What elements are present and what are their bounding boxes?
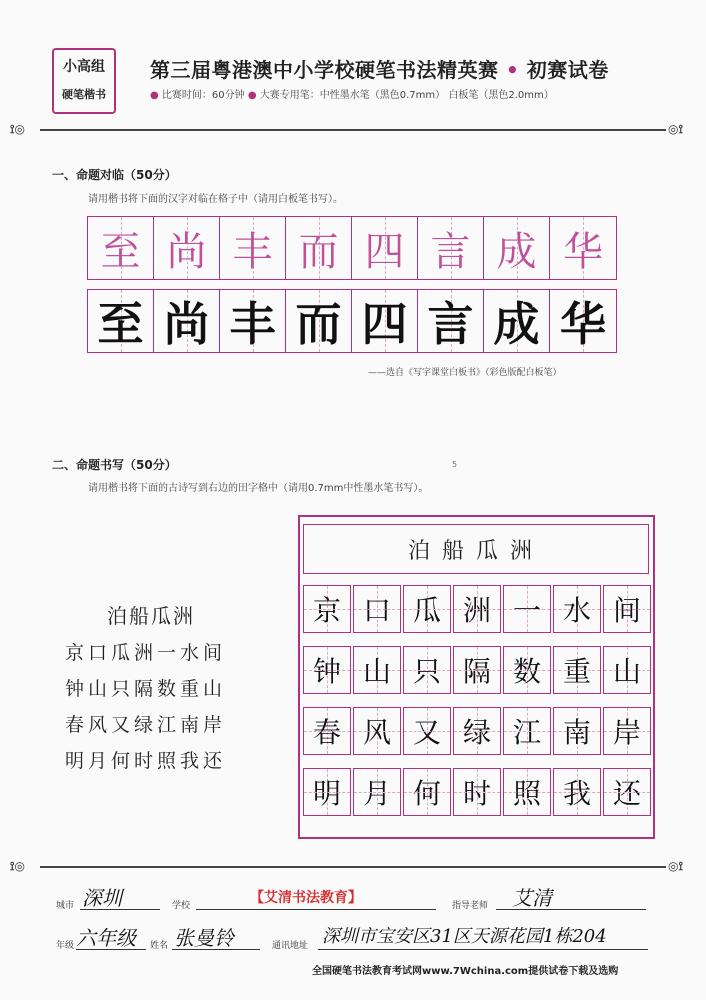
page-title [150, 54, 609, 83]
grid-cell: 水 [553, 585, 601, 633]
model-char-cell: 丰 [220, 217, 286, 279]
model-char-cell: 至 [88, 217, 154, 279]
grid-cell: 间 [603, 585, 651, 633]
model-char-cell: 而 [286, 217, 352, 279]
poem-line: 京口瓜洲一水间 [65, 642, 227, 664]
model-char-cell: 四 [352, 217, 418, 279]
ornament-right-icon: ◎⟟ [668, 122, 683, 136]
name-label: 姓名 [150, 941, 169, 951]
category-label: 硬笔楷书 [62, 88, 106, 101]
written-char-cell: 华 [550, 290, 616, 352]
grade-underline [76, 949, 146, 950]
city-label: 城市 [56, 901, 75, 911]
name-value: 张曼铃 [174, 926, 234, 950]
grid-cell: 口 [353, 585, 401, 633]
grid-cell: 瓜 [403, 585, 451, 633]
name-underline [172, 949, 260, 950]
section1-title: 一、命题对临（50分） [52, 168, 177, 182]
teacher-label: 指导老师 [452, 901, 489, 911]
grid-cell: 照 [503, 768, 551, 816]
bottom-note: 全国硬笔书法教育考试网www.7Wchina.com提供试卷下载及选购 [312, 966, 619, 977]
written-char-row [87, 289, 617, 353]
title-bullet: • [505, 58, 520, 82]
ornament-left-icon: ⟟◎ [10, 122, 25, 136]
grid-cell: 明 [303, 768, 351, 816]
poem-line: 钟山只隔数重山 [65, 678, 227, 700]
written-char-cell: 而 [286, 290, 352, 352]
grid-cell: 何 [403, 768, 451, 816]
grid-row [303, 646, 653, 694]
written-char-cell: 至 [88, 290, 154, 352]
grid-cell: 我 [553, 768, 601, 816]
footer-ornament-left-icon: ⟟◎ [10, 859, 25, 873]
model-char-cell: 言 [418, 217, 484, 279]
grade-label: 年级 [56, 941, 75, 951]
grid-cell: 春 [303, 707, 351, 755]
grid-cell: 重 [553, 646, 601, 694]
grid-cell: 隔 [453, 646, 501, 694]
written-char-cell: 成 [484, 290, 550, 352]
header-divider [40, 129, 666, 131]
grid-cell: 京 [303, 585, 351, 633]
grid-cell: 一 [503, 585, 551, 633]
exam-info: ● 比赛时间：60分钟 ● 大赛专用笔：中性墨水笔（黑色0.7mm） 白板笔（黑色2.0mm） [150, 90, 554, 101]
title-main: 第三届粤港澳中小学校硬笔书法精英赛 [150, 58, 499, 82]
group-label: 小高组 [63, 59, 105, 75]
group-badge [52, 48, 116, 114]
grid-cell: 月 [353, 768, 401, 816]
model-char-row [87, 216, 617, 280]
teacher-underline [496, 909, 646, 910]
written-char-cell: 尚 [154, 290, 220, 352]
grid-row [303, 707, 653, 755]
grid-cell: 江 [503, 707, 551, 755]
exam-time: 比赛时间：60分钟 [161, 90, 245, 101]
address-value: 深圳市宝安区31区天源花园1栋204 [322, 926, 607, 947]
written-char-cell: 四 [352, 290, 418, 352]
poem-line: 明月何时照我还 [65, 750, 227, 772]
address-label: 通讯地址 [272, 941, 309, 951]
footer-divider [40, 866, 666, 868]
title-stage: 初赛试卷 [526, 58, 609, 82]
model-char-cell: 尚 [154, 217, 220, 279]
model-char-cell: 华 [550, 217, 616, 279]
written-char-cell: 丰 [220, 290, 286, 352]
grid-cell: 又 [403, 707, 451, 755]
grid-cell: 岸 [603, 707, 651, 755]
grid-cell: 南 [553, 707, 601, 755]
footer-ornament-right-icon: ◎⟟ [668, 859, 683, 873]
city-underline [80, 909, 160, 910]
model-char-cell: 成 [484, 217, 550, 279]
grid-cell: 还 [603, 768, 651, 816]
grid-cell: 绿 [453, 707, 501, 755]
grid-row [303, 585, 653, 633]
grid-row [303, 768, 653, 816]
page-mark: 5 [452, 460, 458, 469]
city-value: 深圳 [82, 886, 122, 910]
written-char-cell: 言 [418, 290, 484, 352]
grade-value: 六年级 [76, 926, 136, 950]
grid-title: 泊船瓜洲 [303, 524, 649, 574]
grid-cell: 时 [453, 768, 501, 816]
teacher-value: 艾清 [512, 886, 552, 910]
source-note: ——选自《写字课堂白板书》（彩色版配白板笔） [368, 368, 562, 378]
section2-title: 二、命题书写（50分） [52, 458, 177, 472]
grid-cell: 钟 [303, 646, 351, 694]
grid-cell: 只 [403, 646, 451, 694]
grid-cell: 洲 [453, 585, 501, 633]
exam-pens: 大赛专用笔：中性墨水笔（黑色0.7mm） 白板笔（黑色2.0mm） [259, 90, 554, 101]
poem-line: 春风又绿江南岸 [65, 714, 227, 736]
school-label: 学校 [172, 901, 191, 911]
grid-cell: 风 [353, 707, 401, 755]
school-value: 【艾清书法教育】 [250, 890, 362, 906]
poem-title: 泊船瓜洲 [107, 604, 195, 628]
grid-cell: 山 [353, 646, 401, 694]
address-underline [318, 949, 648, 950]
section1-instruction: 请用楷书将下面的汉字对临在格子中（请用白板笔书写）。 [88, 194, 343, 205]
section2-instruction: 请用楷书将下面的古诗写到右边的田字格中（请用0.7mm中性墨水笔书写）。 [88, 483, 429, 494]
school-underline [196, 909, 436, 910]
grid-cell: 数 [503, 646, 551, 694]
grid-cell: 山 [603, 646, 651, 694]
